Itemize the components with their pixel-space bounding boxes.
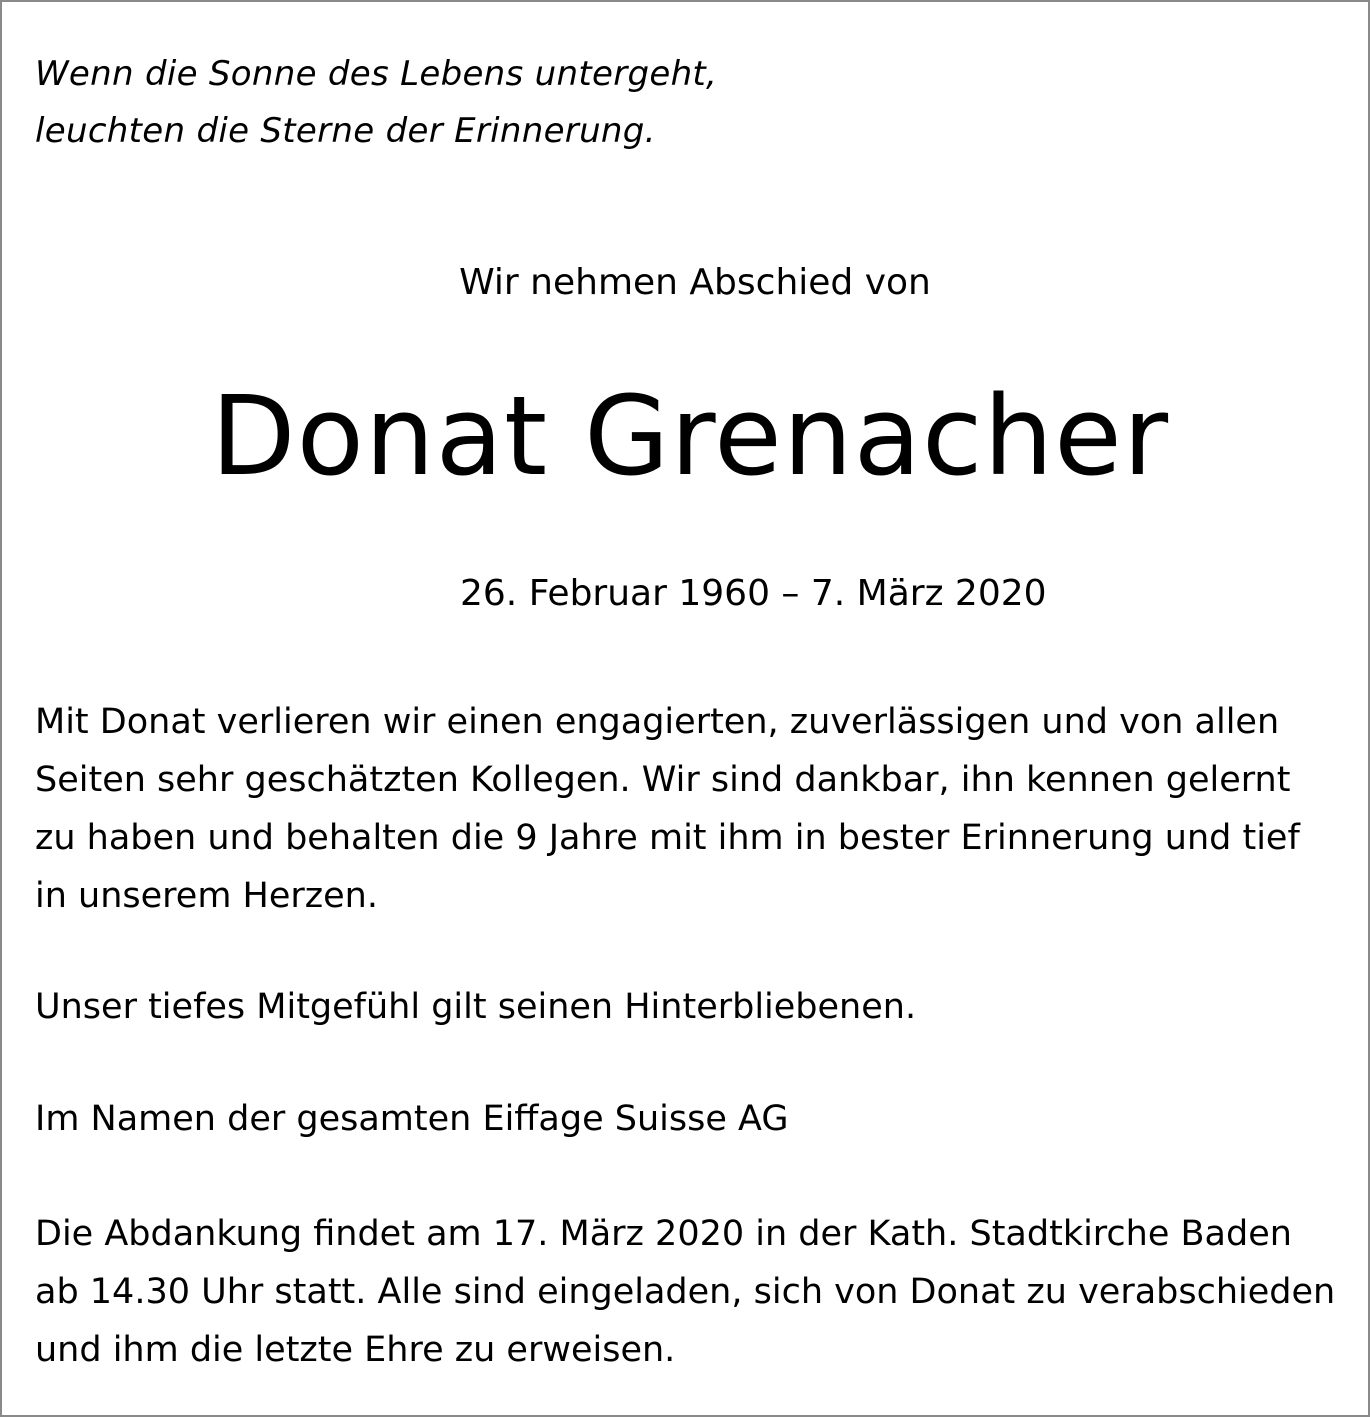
tribute-line: Mit Donat verlieren wir einen engagierten, zuverlässigen und von allen (35, 702, 1280, 742)
motto-line: leuchten die Sterne der Erinnerung. (35, 111, 656, 151)
service-line: und ihm die letzte Ehre zu erweisen. (35, 1330, 676, 1370)
farewell-intro: Wir nehmen Abschied von (459, 262, 931, 303)
service-paragraph (35, 1205, 1355, 1379)
motto-quote (35, 46, 717, 160)
signature-paragraph (35, 1090, 1355, 1148)
service-line: ab 14.30 Uhr statt. Alle sind eingeladen, sich von Donat zu verabschieden (35, 1272, 1336, 1312)
signature-line: Im Namen der gesamten Eiffage Suisse AG (35, 1099, 789, 1139)
tribute-line: zu haben und behalten die 9 Jahre mit ihm in bester Erinnerung und tief (35, 818, 1300, 858)
tribute-line: in unserem Herzen. (35, 876, 378, 916)
condolence-line: Unser tiefes Mitgefühl gilt seinen Hinterbliebenen. (35, 987, 917, 1027)
deceased-name: Donat Grenacher (210, 372, 1170, 500)
motto-line: Wenn die Sonne des Lebens untergeht, (35, 54, 718, 94)
condolence-paragraph (35, 978, 1355, 1036)
tribute-paragraph (35, 693, 1355, 925)
tribute-line: Seiten sehr geschätzten Kollegen. Wir sind dankbar, ihn kennen gelernt (35, 760, 1291, 800)
life-dates: 26. Februar 1960 – 7. März 2020 (460, 573, 1047, 614)
service-line: Die Abdankung findet am 17. März 2020 in der Kath. Stadtkirche Baden (35, 1214, 1292, 1254)
